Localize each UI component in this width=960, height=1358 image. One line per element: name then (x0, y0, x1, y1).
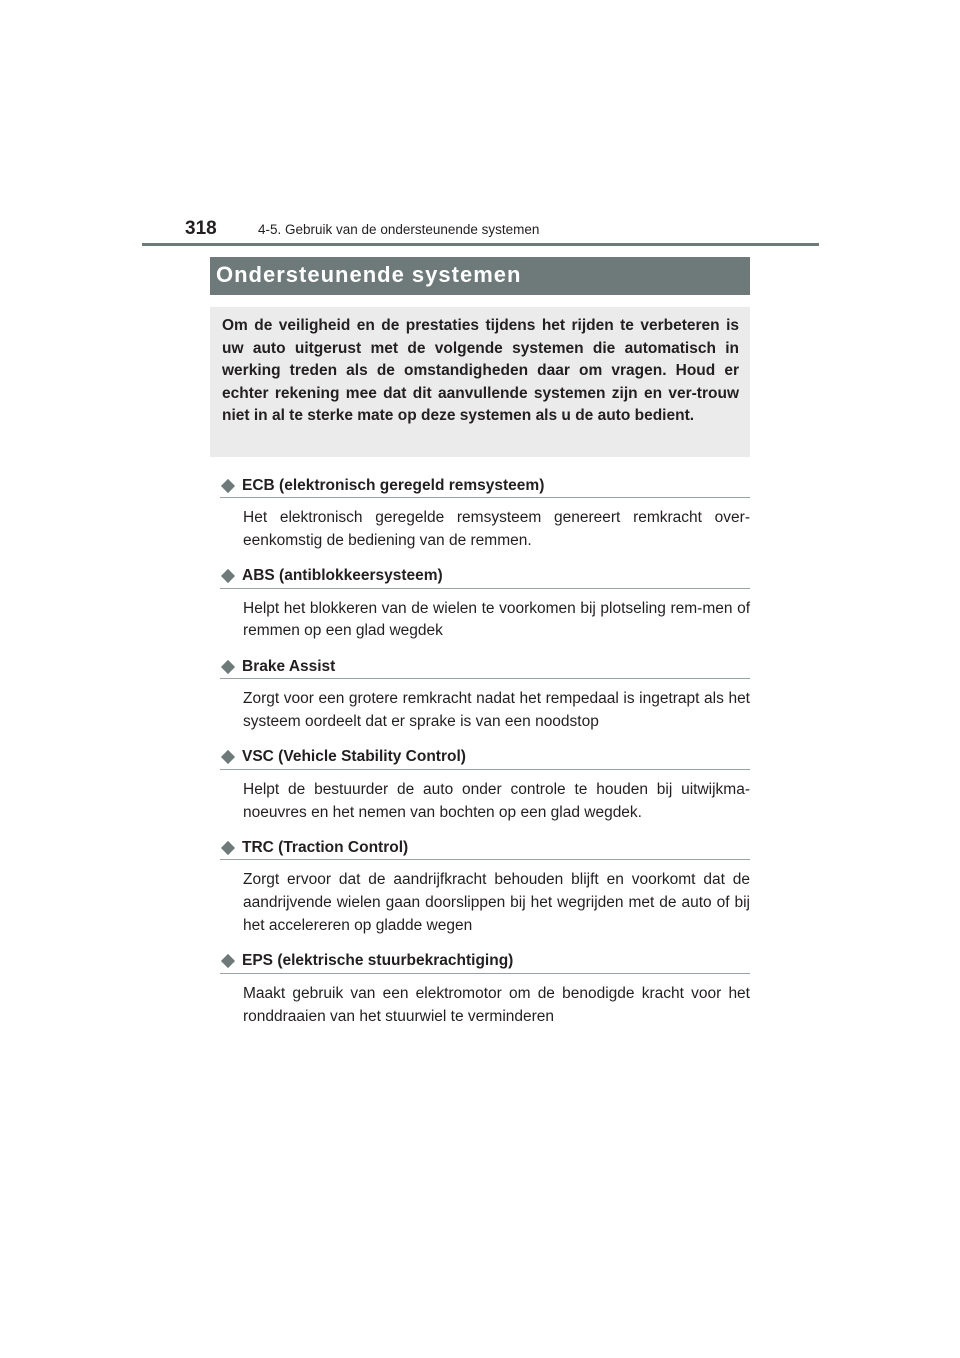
feature-description: Helpt de bestuurder de auto onder controle te houden bij uitwijkma-noeuvres en het nemen van bochten op een glad wegdek. (243, 780, 750, 821)
section-title: Ondersteunende systemen (216, 262, 522, 287)
feature-trc (220, 836, 750, 937)
feature-description: Zorgt voor een grotere remkracht nadat het rempedaal is ingetrapt als het systeem oordeelt dat er sprake is van een noodstop (243, 690, 750, 730)
diamond-bullet-icon (221, 660, 235, 674)
feature-vsc (220, 746, 750, 825)
feature-title: ABS (antiblokkeersysteem) (242, 567, 443, 585)
feature-list (220, 474, 750, 1028)
feature-description: Maakt gebruik van een elektromotor om de benodigde kracht voor het ronddraaien van het stuurwiel te verminderen (243, 984, 750, 1025)
feature-heading (220, 836, 750, 860)
diamond-bullet-icon (221, 954, 235, 968)
chapter-title: 4-5. Gebruik van de ondersteunende systemen (258, 222, 540, 237)
feature-heading (220, 746, 750, 770)
page-number: 318 (185, 218, 217, 239)
feature-eps (220, 950, 750, 1029)
diamond-bullet-icon (221, 569, 235, 583)
diamond-bullet-icon (221, 750, 235, 764)
feature-heading (220, 655, 750, 679)
intro-text: Om de veiligheid en de prestaties tijdens het rijden te verbeteren is uw auto uitgerust met de volgende systemen die automatisch in werking treden als de omstandigheden daar om vragen. Houd er echter rekening mee dat dit aanvullende systemen zijn en ver-trouw niet in al te sterke mate op deze systemen als u de auto bedient. (222, 317, 739, 425)
feature-heading (220, 950, 750, 974)
feature-description: Het elektronisch geregelde remsysteem genereert remkracht over-eenkomstig de bediening van de remmen. (243, 509, 750, 549)
feature-title: TRC (Traction Control) (242, 838, 409, 856)
feature-description: Zorgt ervoor dat de aandrijfkracht behouden blijft en voorkomt dat de aandrijvende wielen gaan doorslippen bij het wegrijden met de auto of bij het accelereren op gladde wegen (243, 871, 750, 934)
feature-title: EPS (elektrische stuurbekrachtiging) (242, 952, 514, 970)
feature-title: VSC (Vehicle Stability Control) (242, 748, 466, 766)
feature-heading (220, 474, 750, 498)
feature-ecb (220, 474, 750, 553)
header-divider (142, 243, 819, 246)
feature-abs (220, 565, 750, 644)
diamond-bullet-icon (221, 478, 235, 492)
diamond-bullet-icon (221, 841, 235, 855)
feature-title: Brake Assist (242, 657, 336, 675)
feature-heading (220, 565, 750, 589)
feature-title: ECB (elektronisch geregeld remsysteem) (242, 476, 545, 494)
feature-brake-assist (220, 655, 750, 734)
feature-description: Helpt het blokkeren van de wielen te voorkomen bij plotseling rem-men of remmen op een glad wegdek (243, 599, 750, 640)
